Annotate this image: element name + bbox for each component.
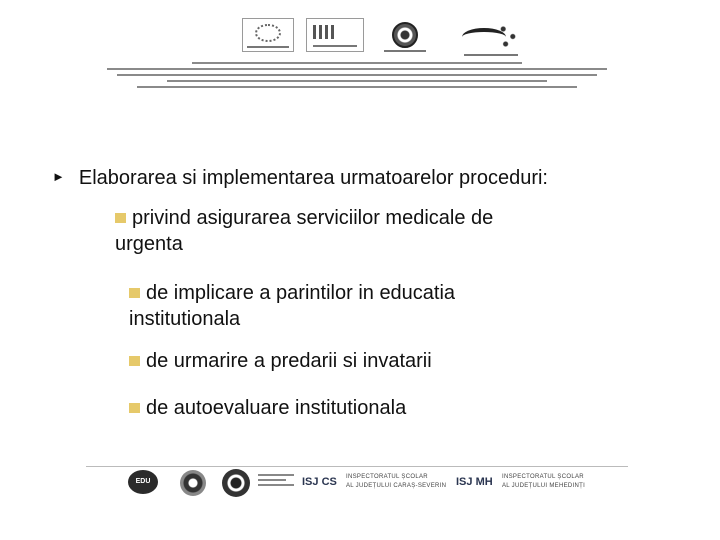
institution-seal-icon bbox=[222, 469, 250, 497]
arrow-right-icon: ► bbox=[52, 169, 65, 184]
isj-mh-logo: ISJ MH bbox=[456, 476, 493, 488]
footer-divider bbox=[86, 466, 628, 467]
main-bullet bbox=[52, 164, 712, 191]
eu-stars-icon bbox=[255, 24, 281, 42]
list-item: de implicare a parintilor in educatia institutionala bbox=[129, 282, 456, 330]
square-bullet-icon bbox=[129, 288, 140, 298]
header-fine-print bbox=[92, 62, 622, 92]
isj-cs-logo: ISJ CS bbox=[302, 476, 337, 488]
list-item: privind asigurarea serviciilor medicale de urgenta bbox=[115, 207, 494, 255]
government-logo bbox=[306, 18, 364, 52]
header-logo-row bbox=[242, 16, 582, 60]
school-round-logo-icon bbox=[180, 470, 206, 496]
footer-logo-strip: EDU PORTA ISJ CS INSPECTORATUL ȘCOLAR AL JUDEȚULUI CARAȘ-SEVERIN ISJ MH INSPECTORATUL ȘCOLAR AL JUDEȚULUI MEHEDINȚI bbox=[124, 468, 604, 498]
list-item: de autoevaluare institutionala bbox=[129, 395, 669, 421]
header-logo-strip bbox=[92, 12, 622, 80]
square-bullet-icon bbox=[129, 403, 140, 413]
coat-of-arms-seal-icon bbox=[392, 22, 418, 48]
eu-flag-logo bbox=[242, 18, 294, 52]
eduporta-logo: EDU PORTA bbox=[128, 470, 158, 494]
main-heading: Elaborarea si implementarea urmatoarelor proceduri: bbox=[78, 167, 548, 189]
square-bullet-icon bbox=[115, 213, 126, 223]
square-bullet-icon bbox=[129, 356, 140, 366]
list-item: de urmarire a predarii si invatarii bbox=[129, 348, 669, 374]
operational-program-logo bbox=[462, 20, 522, 52]
small-caption-lines bbox=[258, 474, 294, 489]
